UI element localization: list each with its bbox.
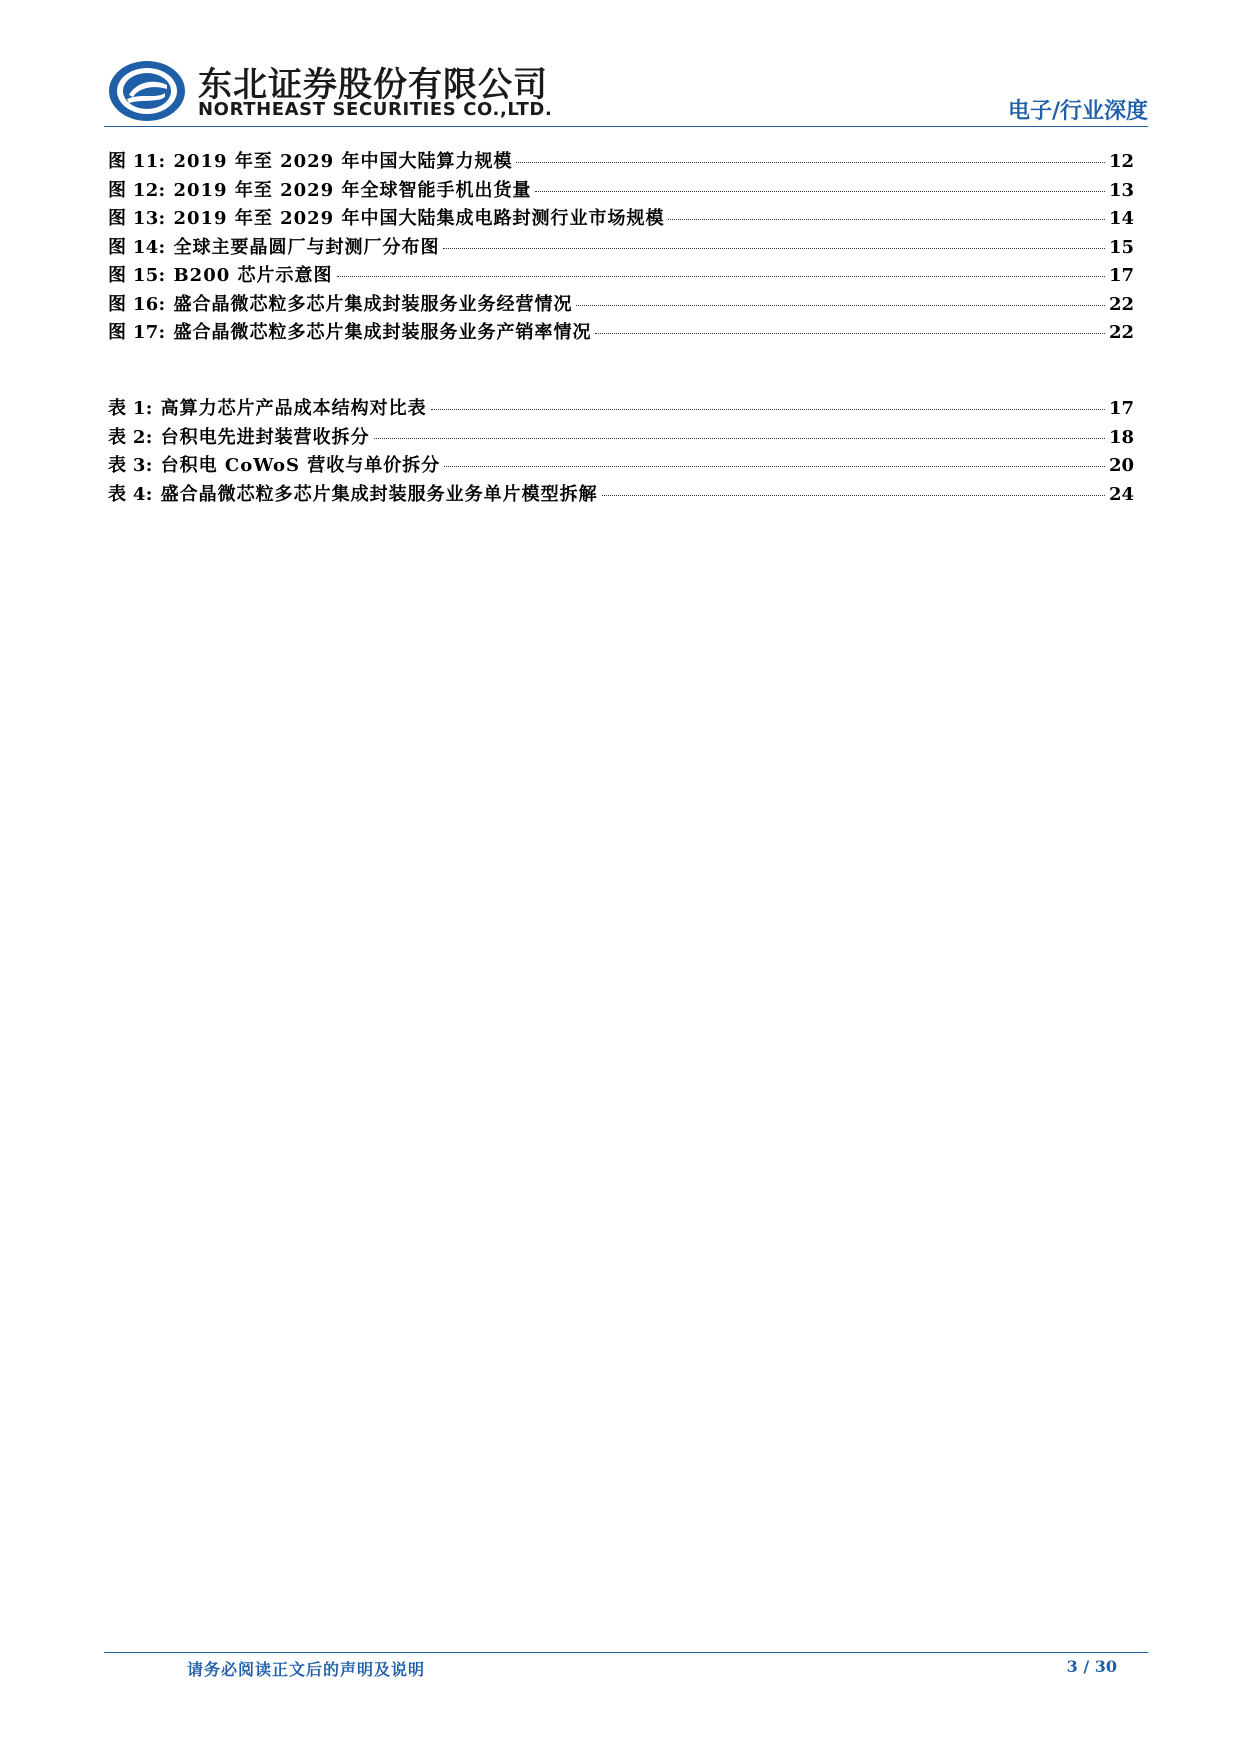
report-category: 电子/行业深度 <box>1007 99 1148 124</box>
entry-page-number: 20 <box>1108 455 1134 476</box>
entry-page-number: 15 <box>1108 236 1134 258</box>
entry-label: 表 4: <box>108 483 153 505</box>
entry-label: 图 14: <box>108 236 166 258</box>
toc-entry-figure[interactable] <box>108 205 1134 234</box>
dot-leader <box>444 466 1105 467</box>
northeast-securities-logo-icon <box>107 59 187 123</box>
entry-page-number: 17 <box>1108 265 1134 286</box>
toc-entry-figure[interactable] <box>108 262 1134 291</box>
dot-leader <box>576 305 1104 306</box>
dot-leader <box>374 438 1105 439</box>
entry-title: 台积电先进封装营收拆分 <box>160 426 370 448</box>
entry-title: 2019 年至 2029 年全球智能手机出货量 <box>173 179 532 201</box>
page-number: 3 / 30 <box>1066 1657 1117 1676</box>
entry-title: 盛合晶微芯粒多芯片集成封装服务业务单片模型拆解 <box>160 483 598 505</box>
page-header <box>0 0 1240 130</box>
entry-title: 盛合晶微芯粒多芯片集成封装服务业务经营情况 <box>173 293 573 315</box>
toc-entry-figure[interactable] <box>108 234 1134 263</box>
entry-title: 台积电 CoWoS 营收与单价拆分 <box>160 455 441 476</box>
footer-disclaimer: 请务必阅读正文后的声明及说明 <box>187 1660 426 1679</box>
toc-entry-figure[interactable] <box>108 148 1134 177</box>
entry-label: 图 16: <box>108 293 166 315</box>
entry-title: 全球主要晶圆厂与封测厂分布图 <box>173 236 440 258</box>
footer-divider <box>104 1652 1148 1653</box>
company-name-en: NORTHEAST SECURITIES CO.,LTD. <box>198 99 553 120</box>
entry-page-number: 18 <box>1108 426 1134 448</box>
entry-title: 2019 年至 2029 年中国大陆集成电路封测行业市场规模 <box>173 208 665 229</box>
toc-entry-table[interactable] <box>108 395 1134 424</box>
entry-label: 图 12: <box>108 179 166 201</box>
entry-label: 表 3: <box>108 455 153 476</box>
dot-leader <box>535 191 1104 192</box>
toc-entry-figure[interactable] <box>108 319 1134 348</box>
entry-label: 表 2: <box>108 426 153 448</box>
dot-leader <box>516 162 1104 163</box>
company-name-cn: 东北证券股份有限公司 <box>198 65 548 105</box>
entry-title: 2019 年至 2029 年中国大陆算力规模 <box>173 151 513 172</box>
entry-page-number: 22 <box>1108 293 1134 315</box>
dot-leader <box>602 495 1105 496</box>
dot-leader <box>431 409 1105 410</box>
dot-leader <box>443 248 1104 249</box>
entry-page-number: 13 <box>1108 179 1134 201</box>
entry-label: 图 13: <box>108 208 166 229</box>
entry-label: 图 15: <box>108 265 166 286</box>
entry-label: 图 11: <box>108 151 166 172</box>
dot-leader <box>337 276 1105 277</box>
entry-title: 高算力芯片产品成本结构对比表 <box>160 398 427 419</box>
entry-page-number: 22 <box>1108 322 1134 343</box>
entry-page-number: 24 <box>1108 483 1134 505</box>
entry-label: 图 17: <box>108 322 166 343</box>
entry-label: 表 1: <box>108 398 153 419</box>
entry-page-number: 12 <box>1108 151 1134 172</box>
dot-leader <box>595 333 1104 334</box>
header-divider <box>104 126 1148 127</box>
toc-entry-table[interactable] <box>108 452 1134 481</box>
dot-leader <box>668 219 1104 220</box>
toc-entry-table[interactable] <box>108 481 1134 510</box>
table-list <box>108 395 1134 509</box>
toc-entry-figure[interactable] <box>108 177 1134 206</box>
entry-page-number: 14 <box>1108 208 1134 229</box>
figure-list <box>108 148 1134 348</box>
toc-entry-table[interactable] <box>108 424 1134 453</box>
toc-entry-figure[interactable] <box>108 291 1134 320</box>
entry-title: B200 芯片示意图 <box>173 265 333 286</box>
entry-title: 盛合晶微芯粒多芯片集成封装服务业务产销率情况 <box>173 322 592 343</box>
entry-page-number: 17 <box>1108 398 1134 419</box>
